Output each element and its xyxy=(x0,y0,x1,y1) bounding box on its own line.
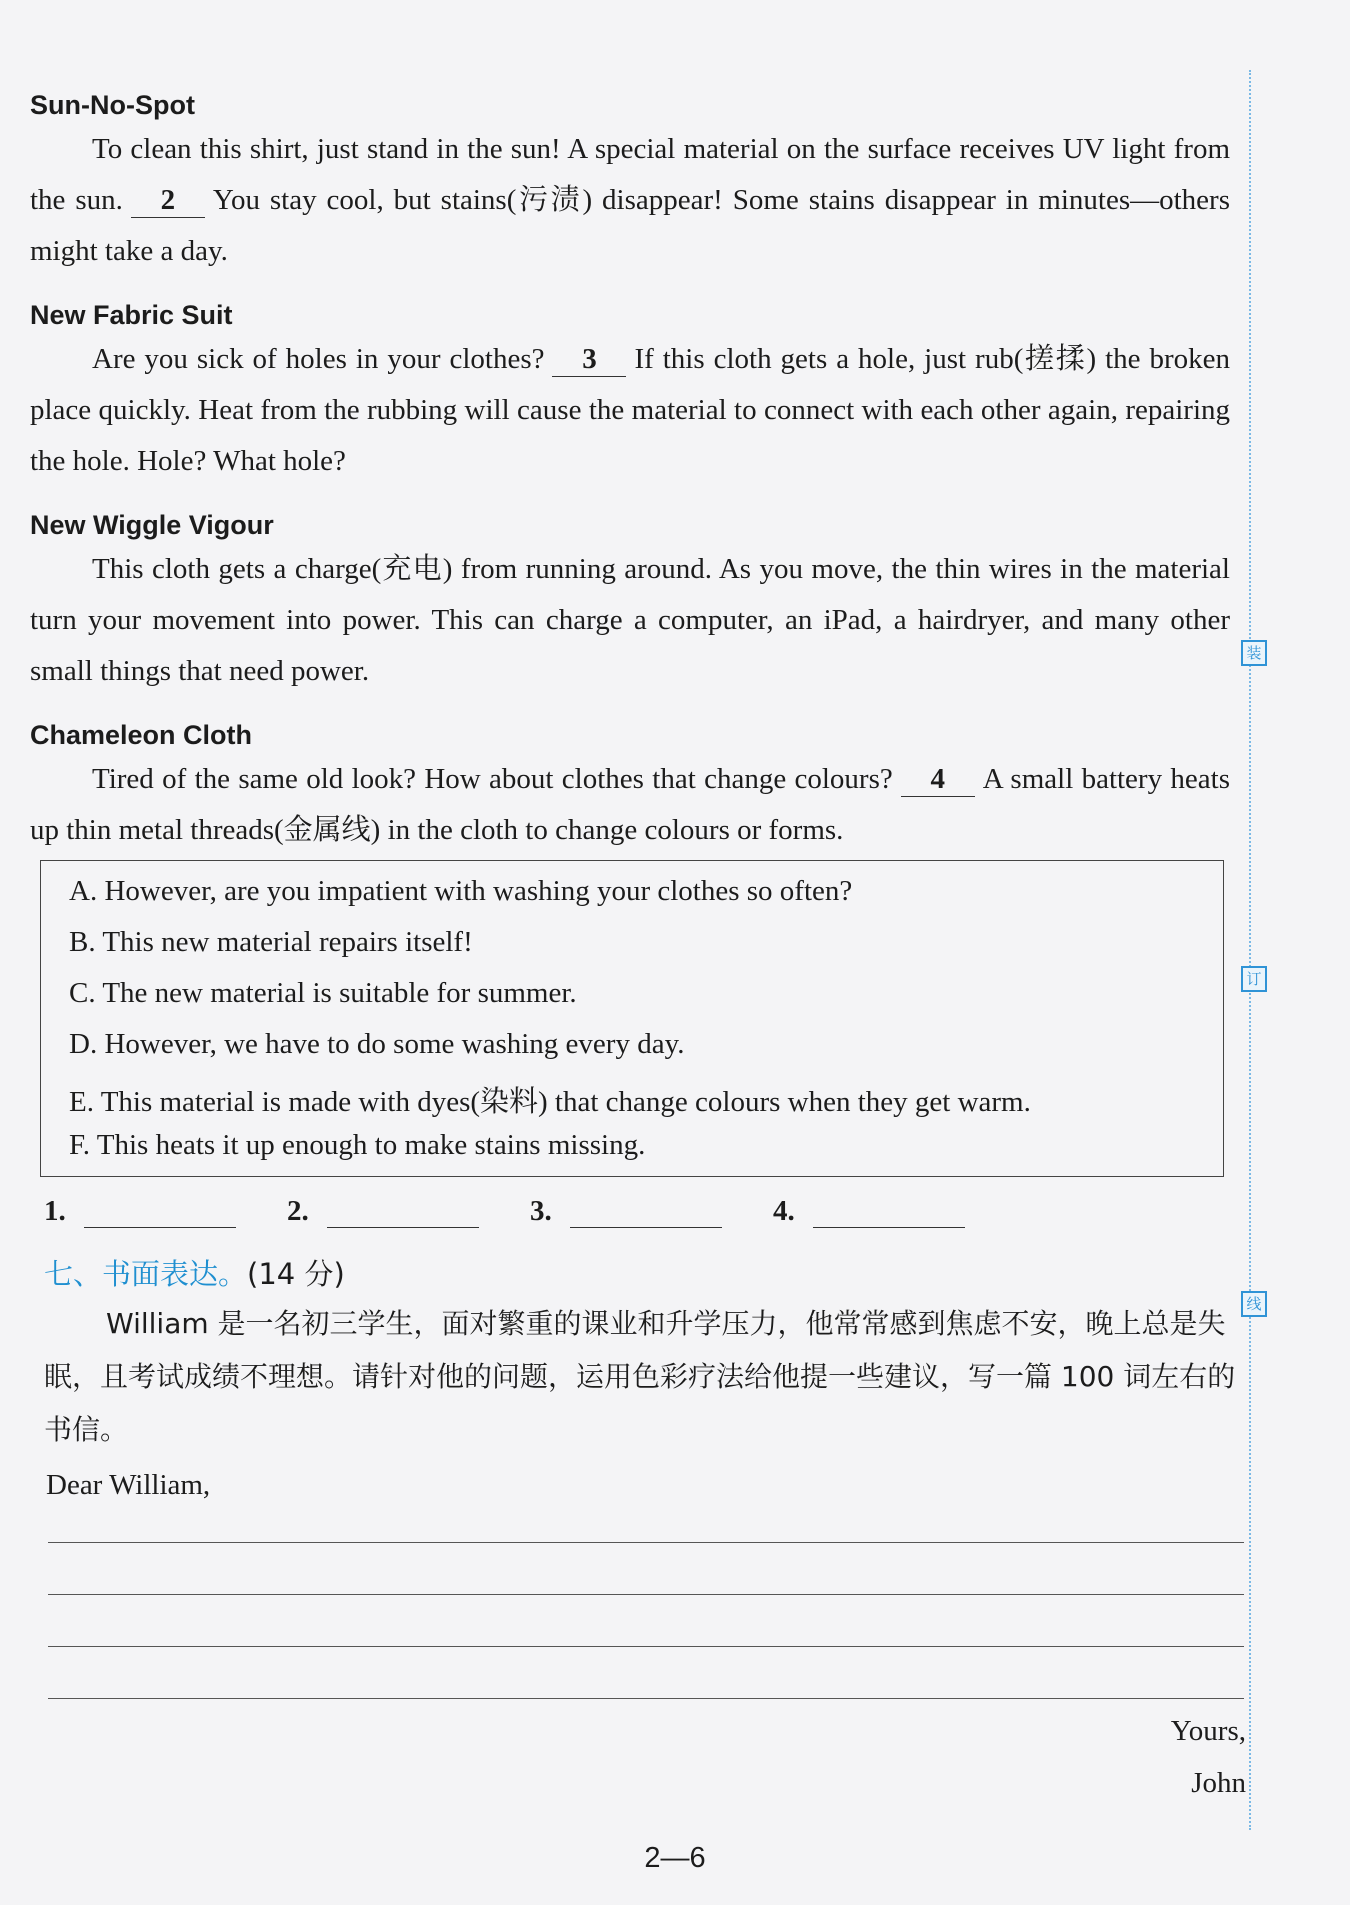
answer-line[interactable] xyxy=(813,1197,965,1228)
option-c: C. The new material is suitable for summer. xyxy=(69,977,577,1009)
heading-new-wiggle-vigour: New Wiggle Vigour xyxy=(30,510,274,540)
option-e: E. This material is made with dyes(染料) that change colours when they get warm. xyxy=(69,1086,1031,1118)
answer-line[interactable] xyxy=(84,1197,236,1228)
answer-blank-3: 3 xyxy=(552,342,626,377)
binding-mark-icon: 订 xyxy=(1241,966,1267,992)
paragraph-text: Are you sick of holes in your clothes? xyxy=(92,343,545,375)
letter-greeting: Dear William, xyxy=(46,1469,211,1501)
answer-label: 1. xyxy=(44,1195,66,1227)
section-title-text: 七、书面表达。 xyxy=(44,1257,248,1291)
option-f: F. This heats it up enough to make stains missing. xyxy=(69,1129,646,1161)
paragraph-text: A small battery heats up thin metal threads(金属线) in the cloth to change colours or forms. xyxy=(30,763,1230,846)
heading-sun-no-spot: Sun-No-Spot xyxy=(30,90,195,120)
answer-line[interactable] xyxy=(327,1197,479,1228)
option-d: D. However, we have to do some washing every day. xyxy=(69,1028,685,1060)
writing-line[interactable] xyxy=(48,1646,1244,1647)
writing-prompt: William 是一名初三学生，面对繁重的课业和升学压力，他常常感到焦虑不安，晚上总是失眠，且考试成绩不理想。请针对他的问题，运用色彩疗法给他提一些建议，写一篇 100 词左右的书信。 xyxy=(44,1307,1236,1446)
paragraph-sun-no-spot xyxy=(30,124,1230,277)
binding-dotted-line xyxy=(1249,70,1251,1830)
answer-label: 3. xyxy=(530,1195,552,1227)
writing-section-title xyxy=(44,1252,345,1293)
writing-line[interactable] xyxy=(48,1542,1244,1543)
page-number: 2—6 xyxy=(644,1842,706,1874)
answer-item-4[interactable] xyxy=(773,1195,965,1228)
binding-mark-icon: 线 xyxy=(1241,1291,1267,1317)
writing-line[interactable] xyxy=(48,1698,1244,1699)
answer-blank-4: 4 xyxy=(901,762,975,797)
option-a: A. However, are you impatient with washing your clothes so often? xyxy=(69,875,853,907)
answer-blank-2: 2 xyxy=(131,183,205,218)
heading-new-fabric-suit: New Fabric Suit xyxy=(30,300,233,330)
answer-item-2[interactable] xyxy=(287,1195,479,1228)
answer-label: 2. xyxy=(287,1195,309,1227)
letter-closing: Yours, xyxy=(1170,1715,1246,1747)
paragraph-new-fabric-suit xyxy=(30,334,1230,487)
answer-item-3[interactable] xyxy=(530,1195,722,1228)
section-points: (14 分) xyxy=(247,1257,345,1291)
options-box xyxy=(40,860,1224,1177)
binding-mark-icon: 装 xyxy=(1241,640,1267,666)
paragraph-new-wiggle-vigour: This cloth gets a charge(充电) from running around. As you move, the thin wires in the material turn your movement into power. This can charge a computer, an iPad, a hairdryer, and many other small things that need power. xyxy=(30,553,1230,687)
heading-chameleon-cloth: Chameleon Cloth xyxy=(30,720,253,750)
answer-label: 4. xyxy=(773,1195,795,1227)
paragraph-text: If this cloth gets a hole, just rub(搓揉) the broken place quickly. Heat from the rubbing will cause the material to connect with each other again, repairing the hole. Hole? What hole? xyxy=(30,343,1230,477)
answer-line[interactable] xyxy=(570,1197,722,1228)
paragraph-text: To clean this shirt, just stand in the sun! A special material on the surface receives UV light from the sun. xyxy=(30,133,1230,216)
paragraph-text: You stay cool, but stains(污渍) disappear! Some stains disappear in minutes—others might take a day. xyxy=(30,184,1230,267)
letter-signature: John xyxy=(1191,1767,1246,1799)
answer-item-1[interactable] xyxy=(44,1195,236,1228)
writing-line[interactable] xyxy=(48,1594,1244,1595)
option-b: B. This new material repairs itself! xyxy=(69,926,473,958)
paragraph-text: Tired of the same old look? How about clothes that change colours? xyxy=(92,763,893,795)
paragraph-chameleon-cloth xyxy=(30,754,1230,856)
